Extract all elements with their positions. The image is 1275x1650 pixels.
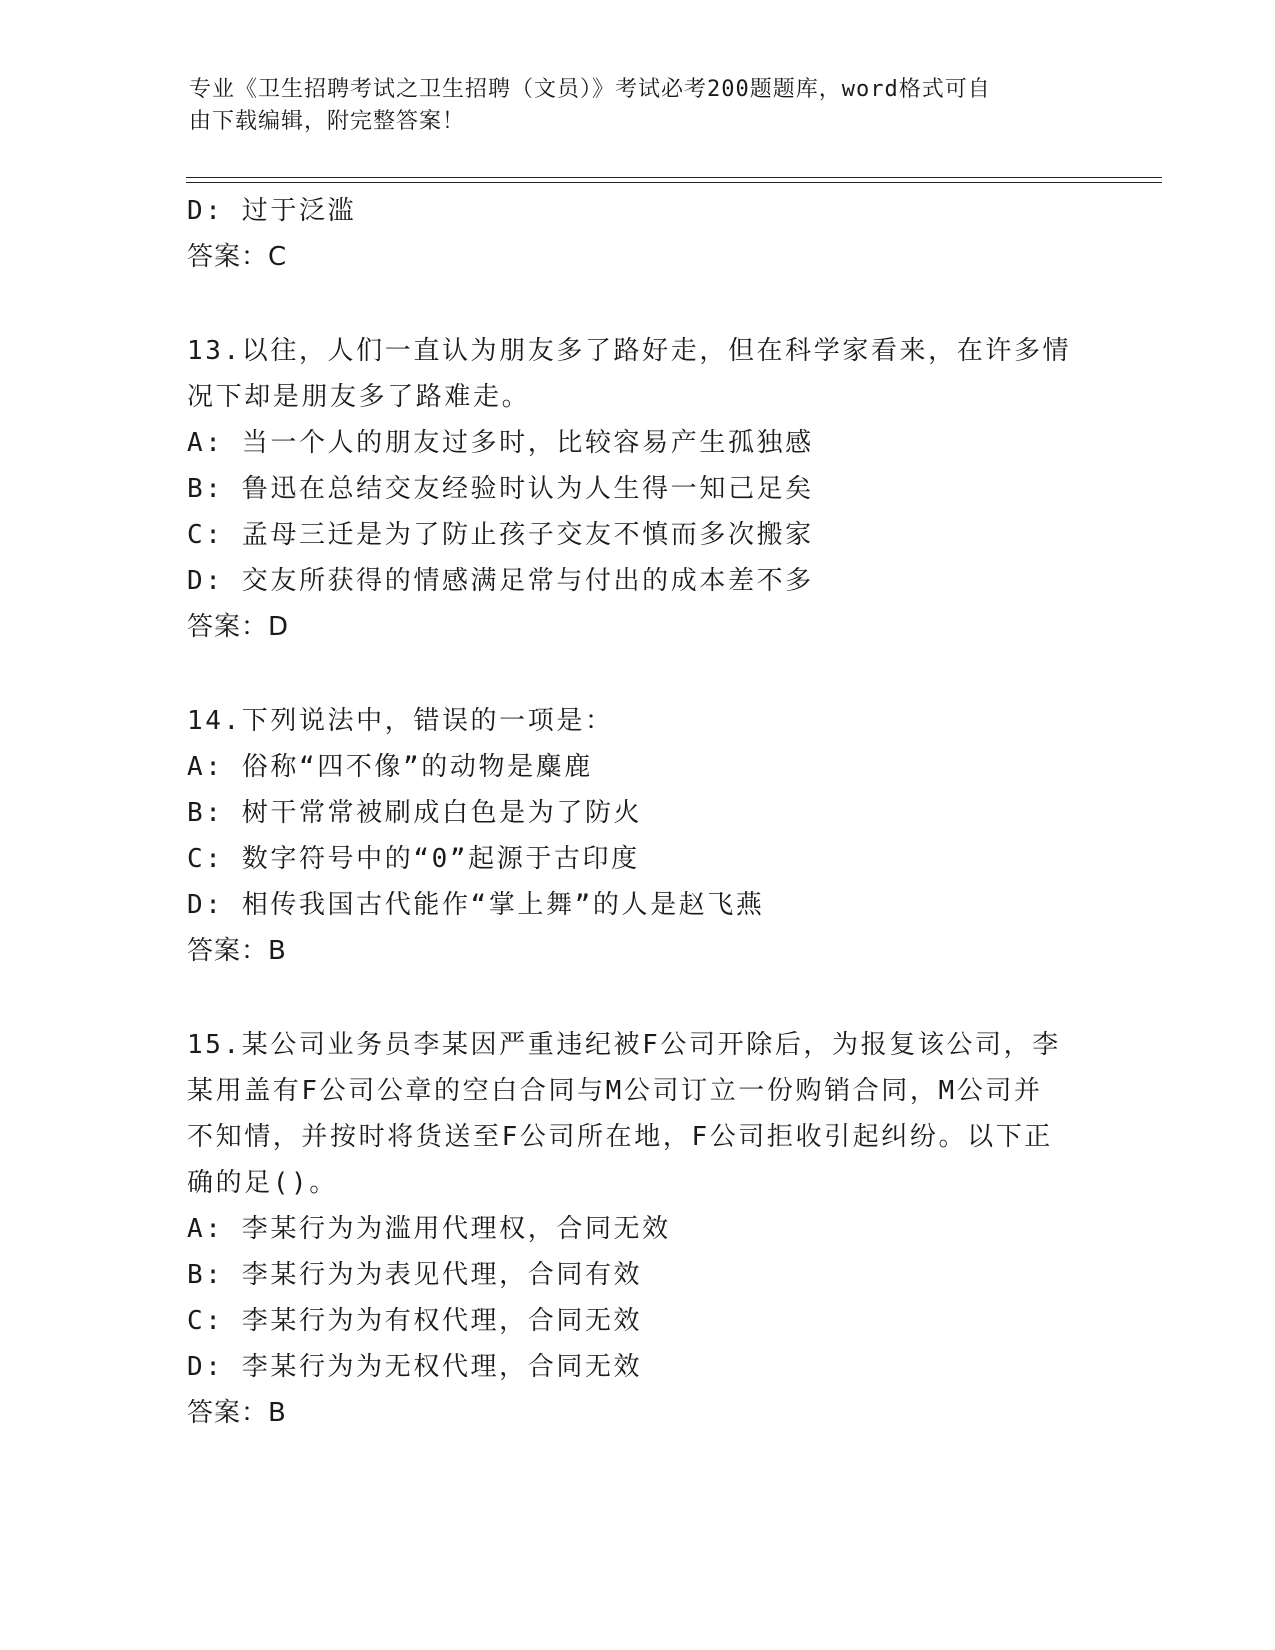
option-d: D: 交友所获得的情感满足常与付出的成本差不多: [187, 566, 814, 596]
question-stem-line: 13.以往，人们一直认为朋友多了路好走，但在科学家看来，在许多情: [187, 336, 1072, 366]
question-15: [187, 1022, 1087, 1436]
option-c: C: 孟母三迁是为了防止孩子交友不慎而多次搬家: [187, 520, 814, 550]
question-stem-line: 不知情，并按时将货送至F公司所在地，F公司拒收引起纠纷。以下正: [187, 1122, 1053, 1152]
option-d: D: 李某行为为无权代理，合同无效: [187, 1352, 643, 1382]
option-b: B: 鲁迅在总结交友经验时认为人生得一知己足矣: [187, 474, 814, 504]
prev-answer: 答案：C: [187, 242, 288, 272]
question-stem-line: 15.某公司业务员李某因严重违纪被F公司开除后，为报复该公司，李: [187, 1030, 1061, 1060]
question-13: [187, 328, 1087, 650]
prev-option-d: D: 过于泛滥: [187, 196, 357, 226]
answer: 答案：B: [187, 1398, 287, 1428]
header-rule-bottom: [186, 182, 1162, 183]
header-rule-top: [186, 177, 1162, 178]
option-a: A: 李某行为为滥用代理权，合同无效: [187, 1214, 671, 1244]
option-a: A: 俗称“四不像”的动物是麋鹿: [187, 752, 593, 782]
answer: 答案：B: [187, 936, 287, 966]
question-stem-line: 14.下列说法中，错误的一项是：: [187, 706, 614, 736]
question-stem-line: 某用盖有F公司公章的空白合同与M公司订立一份购销合同，M公司并: [187, 1076, 1043, 1106]
option-c: C: 李某行为为有权代理，合同无效: [187, 1306, 643, 1336]
question-stem-line: 况下却是朋友多了路难走。: [187, 382, 531, 412]
option-b: B: 树干常常被刷成白色是为了防火: [187, 798, 643, 828]
header-line-2: 由下载编辑，附完整答案！: [189, 109, 466, 134]
option-a: A: 当一个人的朋友过多时，比较容易产生孤独感: [187, 428, 814, 458]
question-stem-line: 确的足()。: [187, 1168, 338, 1198]
answer: 答案：D: [187, 612, 290, 642]
option-d: D: 相传我国古代能作“掌上舞”的人是赵飞燕: [187, 890, 765, 920]
header-line-1: 专业《卫生招聘考试之卫生招聘（文员）》考试必考200题题库，word格式可自: [189, 77, 991, 102]
question-content: [187, 188, 1087, 1436]
option-c: C: 数字符号中的“0”起源于古印度: [187, 844, 640, 874]
question-14: [187, 698, 1087, 974]
document-header: [189, 74, 1089, 138]
option-b: B: 李某行为为表见代理，合同有效: [187, 1260, 643, 1290]
